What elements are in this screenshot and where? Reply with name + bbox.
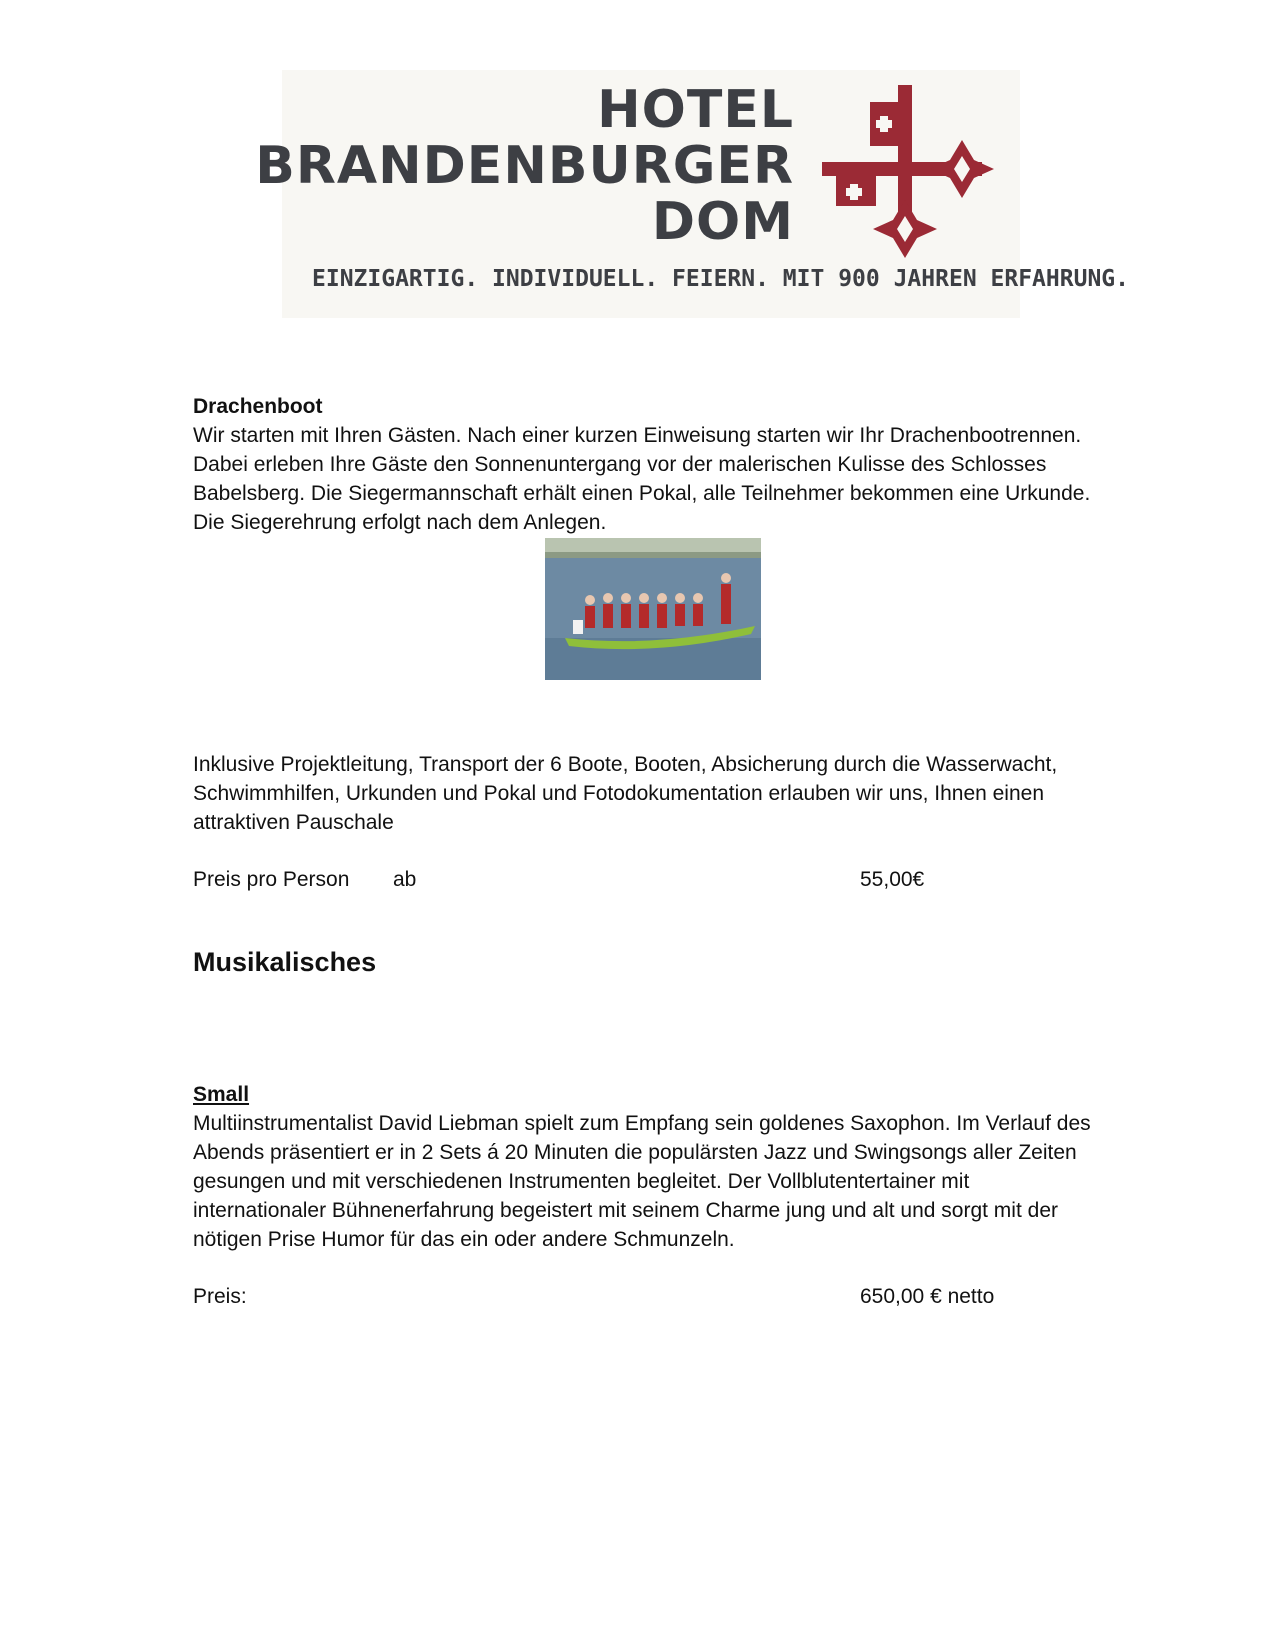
logo-line-brandenburger: BRANDENBURGER — [255, 136, 794, 196]
price-label: Preis pro Person — [193, 868, 350, 891]
drachenboot-price-row — [193, 865, 1103, 894]
logo-wordmark — [255, 82, 794, 250]
key-emblem-icon — [812, 80, 1002, 260]
drachenboot-inclusive: Inklusive Projektleitung, Transport der 6 Boote, Booten, Absicherung durch die Wasserwacht, Schwimmhilfen, Urkunden und Pokal und Fotodokumentation erlauben wir uns, Ihnen einen attraktiven Pauschale — [193, 753, 1058, 834]
dragon-boat-photo — [545, 538, 761, 680]
small-price-label: Preis: — [193, 1285, 247, 1308]
logo-tagline: EINZIGARTIG. INDIVIDUELL. FEIERN. MIT 900 JAHREN ERFAHRUNG. — [312, 266, 1129, 292]
drachenboot-heading: Drachenboot — [193, 395, 323, 418]
price-value: 55,00€ — [860, 868, 925, 891]
small-description: Multiinstrumentalist David Liebman spielt zum Empfang sein goldenes Saxophon. Im Verlauf des Abends präsentiert er in 2 Sets á 20 Minuten die populärsten Jazz und Swingsongs aller Zeiten gesungen und mit verschiedenen Instrumenten begleitet. Der Vollblutentertainer mit internationaler Bühnenerfahrung begeistert mit seinem Charme jung und alt und sorgt mit der nötigen Prise Humor für das ein oder andere Schmunzeln. — [193, 1112, 1091, 1251]
logo-line-dom: DOM — [651, 192, 794, 252]
small-price-row — [193, 1282, 1103, 1311]
musik-section-title: Musikalisches — [193, 947, 377, 977]
drachenboot-description: Wir starten mit Ihren Gästen. Nach einer kurzen Einweisung starten wir Ihr Drachenbootrennen. Dabei erleben Ihre Gäste den Sonnenuntergang vor der malerischen Kulisse des Schlosses Babelsberg. Die Siegermannschaft erhält einen Pokal, alle Teilnehmer bekommen eine Urkunde. Die Siegerehrung erfolgt nach dem Anlegen. — [193, 424, 1091, 534]
small-heading: Small — [193, 1083, 250, 1106]
hotel-logo — [255, 70, 1129, 318]
logo-line-hotel: HOTEL — [597, 80, 794, 140]
price-prefix: ab — [393, 868, 417, 891]
photo-container — [193, 538, 1103, 681]
document-body — [193, 392, 1103, 1311]
small-price-value: 650,00 € netto — [860, 1285, 995, 1308]
